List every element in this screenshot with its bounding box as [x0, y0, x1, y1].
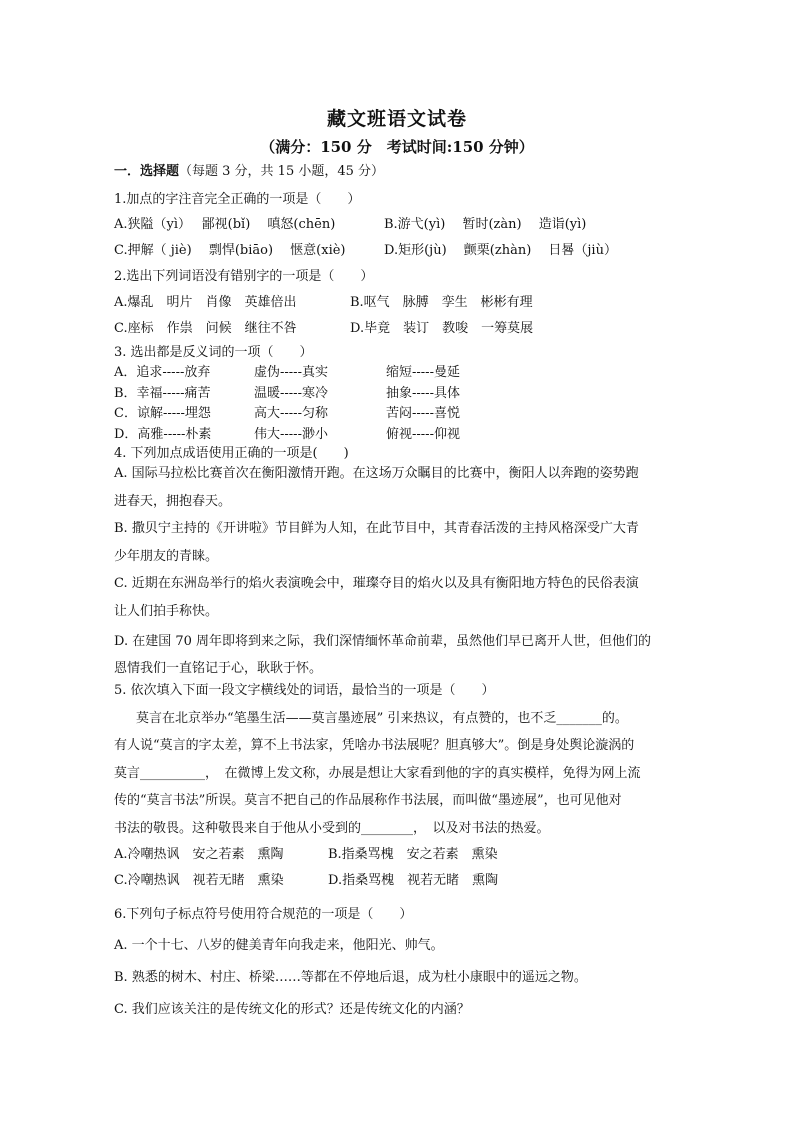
- q1-options-row2: [114, 242, 617, 260]
- q2-option-d: D.毕竟 装订 教唆 一筹莫展: [350, 321, 534, 336]
- q5-stem: 5. 依次填入下面一段文字横线处的词语，最恰当的一项是（ ）: [114, 683, 495, 698]
- q5-option-a: A.冷嘲热讽 安之若素 熏陶: [114, 847, 284, 862]
- q4-option-b: B. 撒贝宁主持的《开讲啦》节目鲜为人知，在此节目中，其青春活泼的主持风格深受广大青: [114, 521, 639, 536]
- q6-option-a: A. 一个十七、八岁的健美青年向我走来，他阳光、帅气。: [114, 938, 444, 953]
- q2-options-row1: [114, 294, 533, 312]
- q4-option-a: A. 国际马拉松比赛首次在衡阳激情开跑。在这场万众瞩目的比赛中，衡阳人以奔跑的姿势跑: [114, 466, 639, 481]
- q4-option-c-cont: 让人们拍手称快。: [114, 604, 219, 619]
- q3-pair: 苦闷-----喜悦: [386, 406, 460, 421]
- section-heading-note: （每题 3 分，共 15 小题，45 分）: [179, 164, 385, 179]
- q2-option-a: A.爆乱 明片 肖像 英雄倍出: [114, 295, 297, 310]
- q4-option-d-cont: 恩情我们一直铭记于心，耿耿于怀。: [114, 661, 323, 676]
- q5-option-c: C.冷嘲热讽 视若无睹 熏染: [114, 873, 284, 888]
- q1-option-a: A.狭隘（yì） 鄙视(bǐ) 嗔怒(chēn): [114, 217, 336, 232]
- q2-options-row2: [114, 320, 533, 338]
- exam-subtitle: （满分：150 分 考试时间:150 分钟）: [260, 138, 534, 156]
- q4-option-d: D. 在建国 70 周年即将到来之际，我们深情缅怀革命前辈，虽然他们早已离开人世，但他们的: [114, 634, 652, 649]
- q5-passage-line: 传的“莫言书法”所误。莫言不把自己的作品展称作书法展，而叫做“墨迹展”，也可见他对: [114, 793, 622, 808]
- q1-option-c: C.押解（ jiè) 剽悍(biāo) 惬意(xiè): [114, 243, 346, 258]
- exam-title: 藏文班语文试卷: [326, 108, 467, 130]
- q2-stem: 2.选出下列词语没有错别字的一项是（ ）: [114, 269, 374, 284]
- q3-option-row: [114, 426, 460, 444]
- q1-option-b: B.游弋(yì) 暂时(zàn) 造诣(yì): [384, 217, 587, 232]
- q5-passage-line: 书法的敬畏。这种敬畏来自于他从小受到的________， 以及对书法的热爱。: [114, 821, 550, 836]
- q6-option-b: B. 熟悉的树木、村庄、桥梁……等都在不停地后退，成为杜小康眼中的遥远之物。: [114, 970, 587, 985]
- section-heading-label: 一．选择题: [114, 164, 180, 179]
- q3-pair: D．高雅-----朴素: [114, 427, 212, 442]
- q3-pair: B．幸福-----痛苦: [114, 386, 211, 401]
- q5-option-d: D.指桑骂槐 视若无睹 熏陶: [328, 873, 499, 888]
- q3-option-row: [114, 385, 460, 403]
- section-heading: [114, 163, 384, 181]
- q5-passage-line: 莫言__________， 在微博上发文称，办展是想让大家看到他的字的真实模样，免得为网上流: [114, 766, 641, 781]
- q3-option-row: [114, 364, 460, 382]
- q3-option-row: [114, 405, 460, 423]
- q3-pair: 抽象-----具体: [386, 386, 460, 401]
- q3-stem: 3. 选出都是反义词的一项（ ）: [114, 345, 313, 360]
- q5-passage-line: 有人说“莫言的字太差，算不上书法家，凭啥办书法展呢？胆真够大”。倒是身处舆论漩涡的: [114, 738, 635, 753]
- q3-pair: 温暖-----寒冷: [254, 386, 328, 401]
- q3-pair: 伟大-----渺小: [254, 427, 328, 442]
- q5-option-b: B.指桑骂槐 安之若素 熏染: [328, 847, 498, 862]
- q3-pair: 虚伪-----真实: [254, 365, 328, 380]
- q1-option-d: D.矩形(jù) 颤栗(zhàn) 日晷（jiù）: [384, 243, 617, 258]
- q3-pair: 缩短-----曼延: [386, 365, 460, 380]
- q4-stem: 4. 下列加点成语使用正确的一项是( ): [114, 446, 349, 461]
- q4-option-a-cont: 进春天，拥抱春天。: [114, 494, 232, 509]
- q3-pair: A．追求-----放弃: [114, 365, 211, 380]
- q5-options-row1: [114, 846, 498, 864]
- q5-options-row2: [114, 872, 498, 890]
- q6-stem: 6.下列句子标点符号使用符合规范的一项是（ ）: [114, 907, 413, 922]
- q2-option-b: B.呕气 脉膊 孪生 彬彬有理: [350, 295, 533, 310]
- q4-option-c: C. 近期在东洲岛举行的焰火表演晚会中，璀璨夺目的焰火以及具有衡阳地方特色的民俗表演: [114, 576, 639, 591]
- q3-pair: 俯视-----仰视: [386, 427, 460, 442]
- q5-passage-line: 莫言在北京举办“笔墨生活——莫言墨迹展” 引来热议，有点赞的，也不乏_______的。: [136, 711, 628, 726]
- q1-options-row1: [114, 216, 586, 234]
- q3-pair: C．谅解-----埋怨: [114, 406, 211, 421]
- q3-pair: 高大-----匀称: [254, 406, 328, 421]
- q4-option-b-cont: 少年朋友的青睐。: [114, 549, 219, 564]
- q2-option-c: C.座标 作祟 问候 继往不咎: [114, 321, 297, 336]
- q6-option-c: C. 我们应该关注的是传统文化的形式？还是传统文化的内涵？: [114, 1002, 470, 1017]
- q1-stem: 1.加点的字注音完全正确的一项是（ ）: [114, 192, 361, 207]
